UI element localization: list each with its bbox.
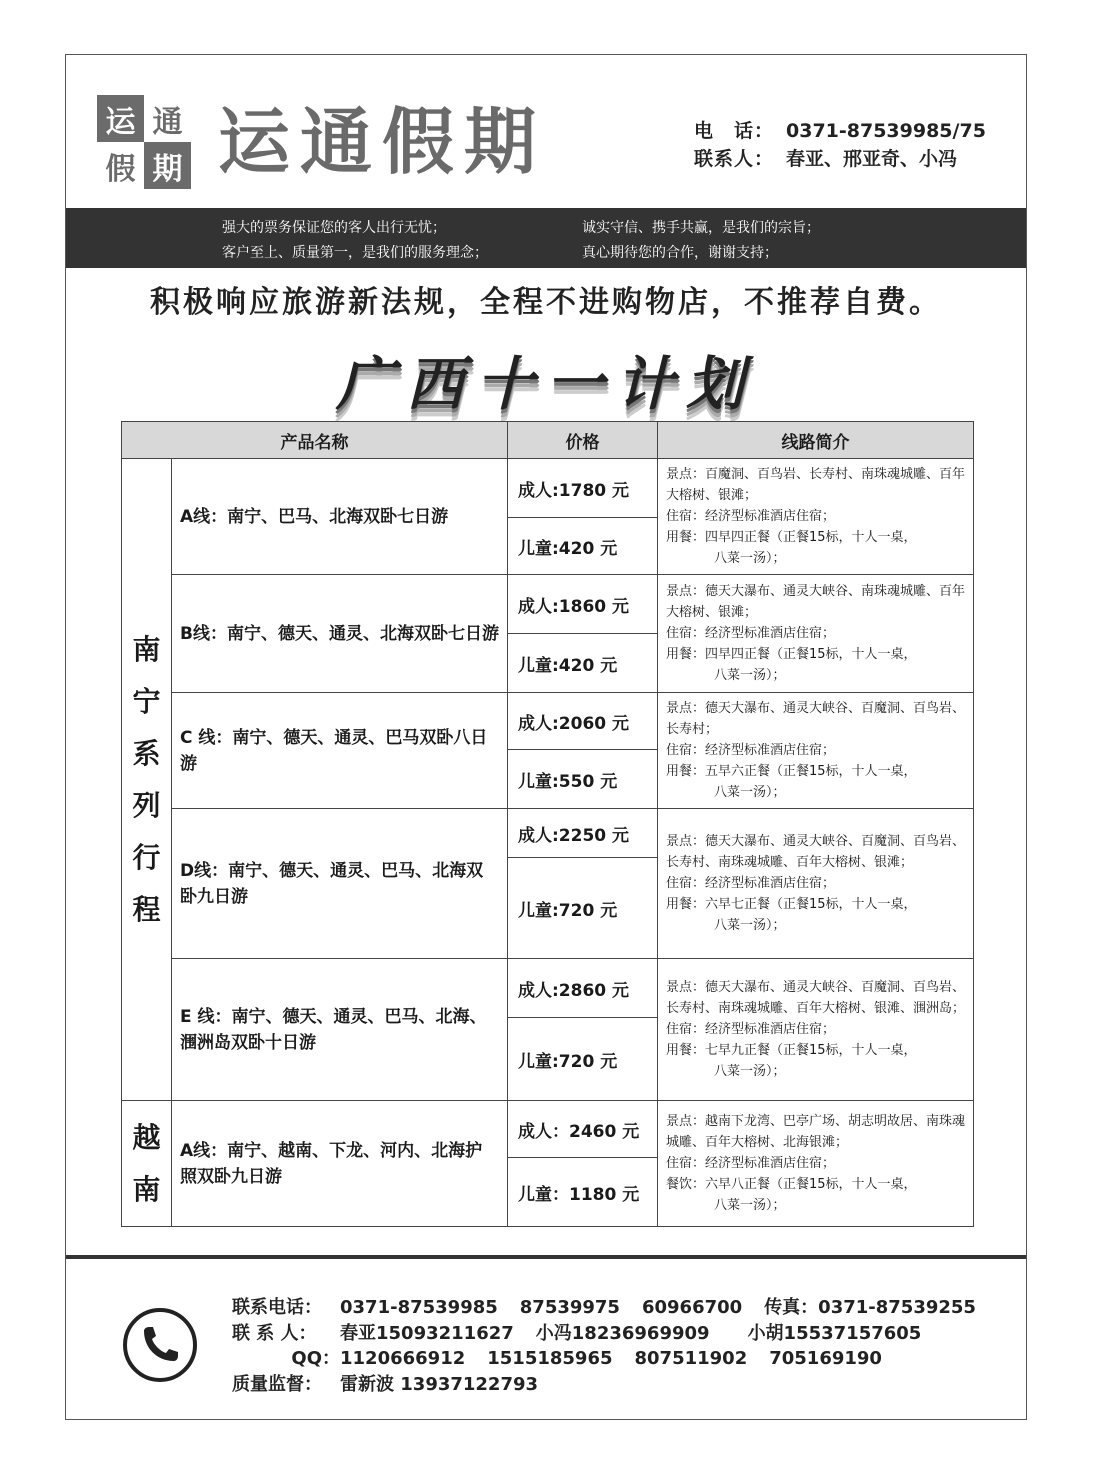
footer-qq: 807511902 (634, 1348, 748, 1369)
table-row (122, 959, 974, 1018)
footer-qq: 1515185965 (487, 1348, 613, 1369)
series-char: 南 (132, 1172, 161, 1206)
footer-quality-line (232, 1372, 976, 1398)
series-char: 南 (132, 632, 161, 666)
footer-contact-line (232, 1321, 976, 1347)
phone-label: 电 话： (694, 120, 775, 142)
footer-phone-label: 联系电话： (232, 1297, 322, 1318)
route-desc (658, 575, 974, 693)
series-char: 系 (132, 736, 161, 770)
logo-char: 期 (152, 151, 183, 187)
desc-line: 八菜一汤）； (714, 785, 786, 800)
header-contact (694, 117, 986, 173)
series-char: 越 (132, 1120, 161, 1154)
footer-phone-line (232, 1295, 976, 1321)
desc-line: 住宿：经济型标准酒店住宿； (666, 743, 836, 758)
product-name: A线：南宁、巴马、北海双卧七日游 (172, 459, 508, 575)
footer-qq-label: QQ： (291, 1348, 340, 1369)
footer-fax-label: 传真： (764, 1297, 819, 1318)
footer-fax: 0371-87539255 (818, 1297, 976, 1318)
col-header-product: 产品名称 (122, 422, 508, 459)
plan-title: 广西十一计划 (335, 350, 756, 418)
footer-qq: 1120666912 (340, 1348, 466, 1369)
footer-contact: 小胡15537157605 (747, 1322, 922, 1344)
table-row (122, 809, 974, 858)
product-name: E 线：南宁、德天、通灵、巴马、北海、涠洲岛双卧十日游 (172, 959, 508, 1101)
series-char: 宁 (132, 684, 161, 718)
route-desc (658, 693, 974, 809)
product-name: C 线：南宁、德天、通灵、巴马双卧八日游 (172, 693, 508, 809)
promise-band (66, 208, 1026, 268)
price-child: 儿童:720 元 (508, 1018, 658, 1101)
desc-line: 景点：德天大瀑布、通灵大峡谷、百魔洞、百鸟岩、长寿村、南珠魂城雕、百年大榕树、银滩、涠洲岛； (666, 980, 966, 1016)
price-adult: 成人:1860 元 (508, 575, 658, 634)
band-text: 真心期待您的合作，谢谢支持； (582, 245, 778, 261)
band-text: 客户至上、质量第一，是我们的服务理念； (222, 245, 488, 261)
desc-line: 景点：德天大瀑布、通灵大峡谷、百魔洞、百鸟岩、长寿村、南珠魂城雕、百年大榕树、银滩； (666, 834, 966, 870)
phone-value: 0371-87539985/75 (786, 120, 986, 142)
footer-qq: 705169190 (769, 1348, 882, 1369)
desc-line: 景点：百魔洞、百鸟岩、长寿村、南珠魂城雕、百年大榕树、银滩； (666, 467, 966, 503)
footer-phone: 60966700 (641, 1297, 743, 1318)
price-child: 儿童:550 元 (508, 750, 658, 809)
desc-line: 八菜一汤）； (714, 918, 786, 933)
table-row (122, 1101, 974, 1158)
price-adult: 成人:1780 元 (508, 459, 658, 518)
footer-phone: 87539975 (519, 1297, 620, 1318)
footer-contacts (232, 1295, 976, 1397)
desc-line: 八菜一汤）； (714, 1198, 786, 1213)
series-nanning (122, 459, 172, 1101)
contact-label: 联系人： (694, 148, 775, 170)
brand-title: 运通假期 (218, 99, 547, 184)
desc-line: 住宿：经济型标准酒店住宿； (666, 1156, 836, 1171)
contact-value: 春亚、邢亚奇、小冯 (786, 148, 958, 170)
desc-line: 住宿：经济型标准酒店住宿； (666, 876, 836, 891)
desc-line: 用餐：六早七正餐（正餐15标，十人一桌， (666, 897, 917, 912)
desc-line: 住宿：经济型标准酒店住宿； (666, 626, 836, 641)
desc-line: 住宿：经济型标准酒店住宿； (666, 509, 836, 524)
desc-line: 八菜一汤）； (714, 668, 786, 683)
desc-line: 用餐：四早四正餐（正餐15标，十人一桌， (666, 647, 917, 662)
footer-contact-label: 联 系 人： (232, 1322, 317, 1344)
desc-line: 八菜一汤）； (714, 551, 786, 566)
logo-char: 运 (105, 104, 136, 140)
desc-line: 用餐：五早六正餐（正餐15标，十人一桌， (666, 764, 917, 779)
price-child: 儿童：1180 元 (508, 1158, 658, 1227)
product-name: A线：南宁、越南、下龙、河内、北海护照双卧九日游 (172, 1101, 508, 1227)
desc-line: 餐饮：六早八正餐（正餐15标，十人一桌， (666, 1177, 917, 1192)
route-desc (658, 809, 974, 959)
band-text: 诚实守信、携手共赢，是我们的宗旨； (582, 220, 820, 236)
footer-phone: 0371-87539985 (340, 1297, 498, 1318)
col-header-price: 价格 (508, 422, 658, 459)
phone-icon (122, 1307, 198, 1383)
slogan: 积极响应旅游新法规，全程不进购物店，不推荐自费。 (150, 285, 942, 320)
route-desc (658, 1101, 974, 1227)
product-name: D线：南宁、德天、通灵、巴马、北海双卧九日游 (172, 809, 508, 959)
table-header-row (122, 422, 974, 459)
desc-line: 用餐：四早四正餐（正餐15标，十人一桌， (666, 530, 917, 545)
price-adult: 成人:2250 元 (508, 809, 658, 858)
desc-line: 景点：德天大瀑布、通灵大峡谷、南珠魂城雕、百年大榕树、银滩； (666, 584, 966, 620)
desc-line: 用餐：七早九正餐（正餐15标，十人一桌， (666, 1043, 917, 1058)
series-char: 列 (132, 788, 161, 822)
desc-line: 八菜一汤）； (714, 1064, 786, 1079)
table-row (122, 459, 974, 518)
price-adult: 成人：2460 元 (508, 1101, 658, 1158)
price-child: 儿童:420 元 (508, 634, 658, 693)
itinerary-table (121, 421, 974, 1227)
footer-contact: 春亚15093211627 (340, 1322, 514, 1344)
logo-char: 假 (97, 142, 144, 189)
band-text: 强大的票务保证您的客人出行无忧； (222, 220, 446, 236)
logo (97, 95, 191, 189)
footer-quality-label: 质量监督： (232, 1373, 322, 1395)
footer-contact: 小冯18236969909 (535, 1322, 710, 1344)
product-name: B线：南宁、德天、通灵、北海双卧七日游 (172, 575, 508, 693)
desc-line: 住宿：经济型标准酒店住宿； (666, 1022, 836, 1037)
route-desc (658, 459, 974, 575)
series-char: 程 (132, 892, 161, 926)
footer-qq-line (232, 1346, 976, 1372)
footer-quality: 雷新波 13937122793 (340, 1373, 539, 1395)
desc-line: 景点：越南下龙湾、巴亭广场、胡志明故居、南珠魂城雕、百年大榕树、北海银滩； (666, 1114, 966, 1150)
footer-divider (66, 1255, 1026, 1259)
price-adult: 成人:2060 元 (508, 693, 658, 750)
price-child: 儿童:720 元 (508, 858, 658, 959)
price-adult: 成人:2860 元 (508, 959, 658, 1018)
desc-line: 景点：德天大瀑布、通灵大峡谷、百魔洞、百鸟岩、长寿村； (666, 701, 966, 737)
table-row (122, 693, 974, 750)
series-vietnam (122, 1101, 172, 1227)
logo-char: 通 (144, 95, 191, 142)
flyer-page (65, 54, 1027, 1420)
col-header-desc: 线路简介 (658, 422, 974, 459)
price-child: 儿童:420 元 (508, 518, 658, 575)
series-char: 行 (132, 840, 161, 874)
route-desc (658, 959, 974, 1101)
table-row (122, 575, 974, 634)
